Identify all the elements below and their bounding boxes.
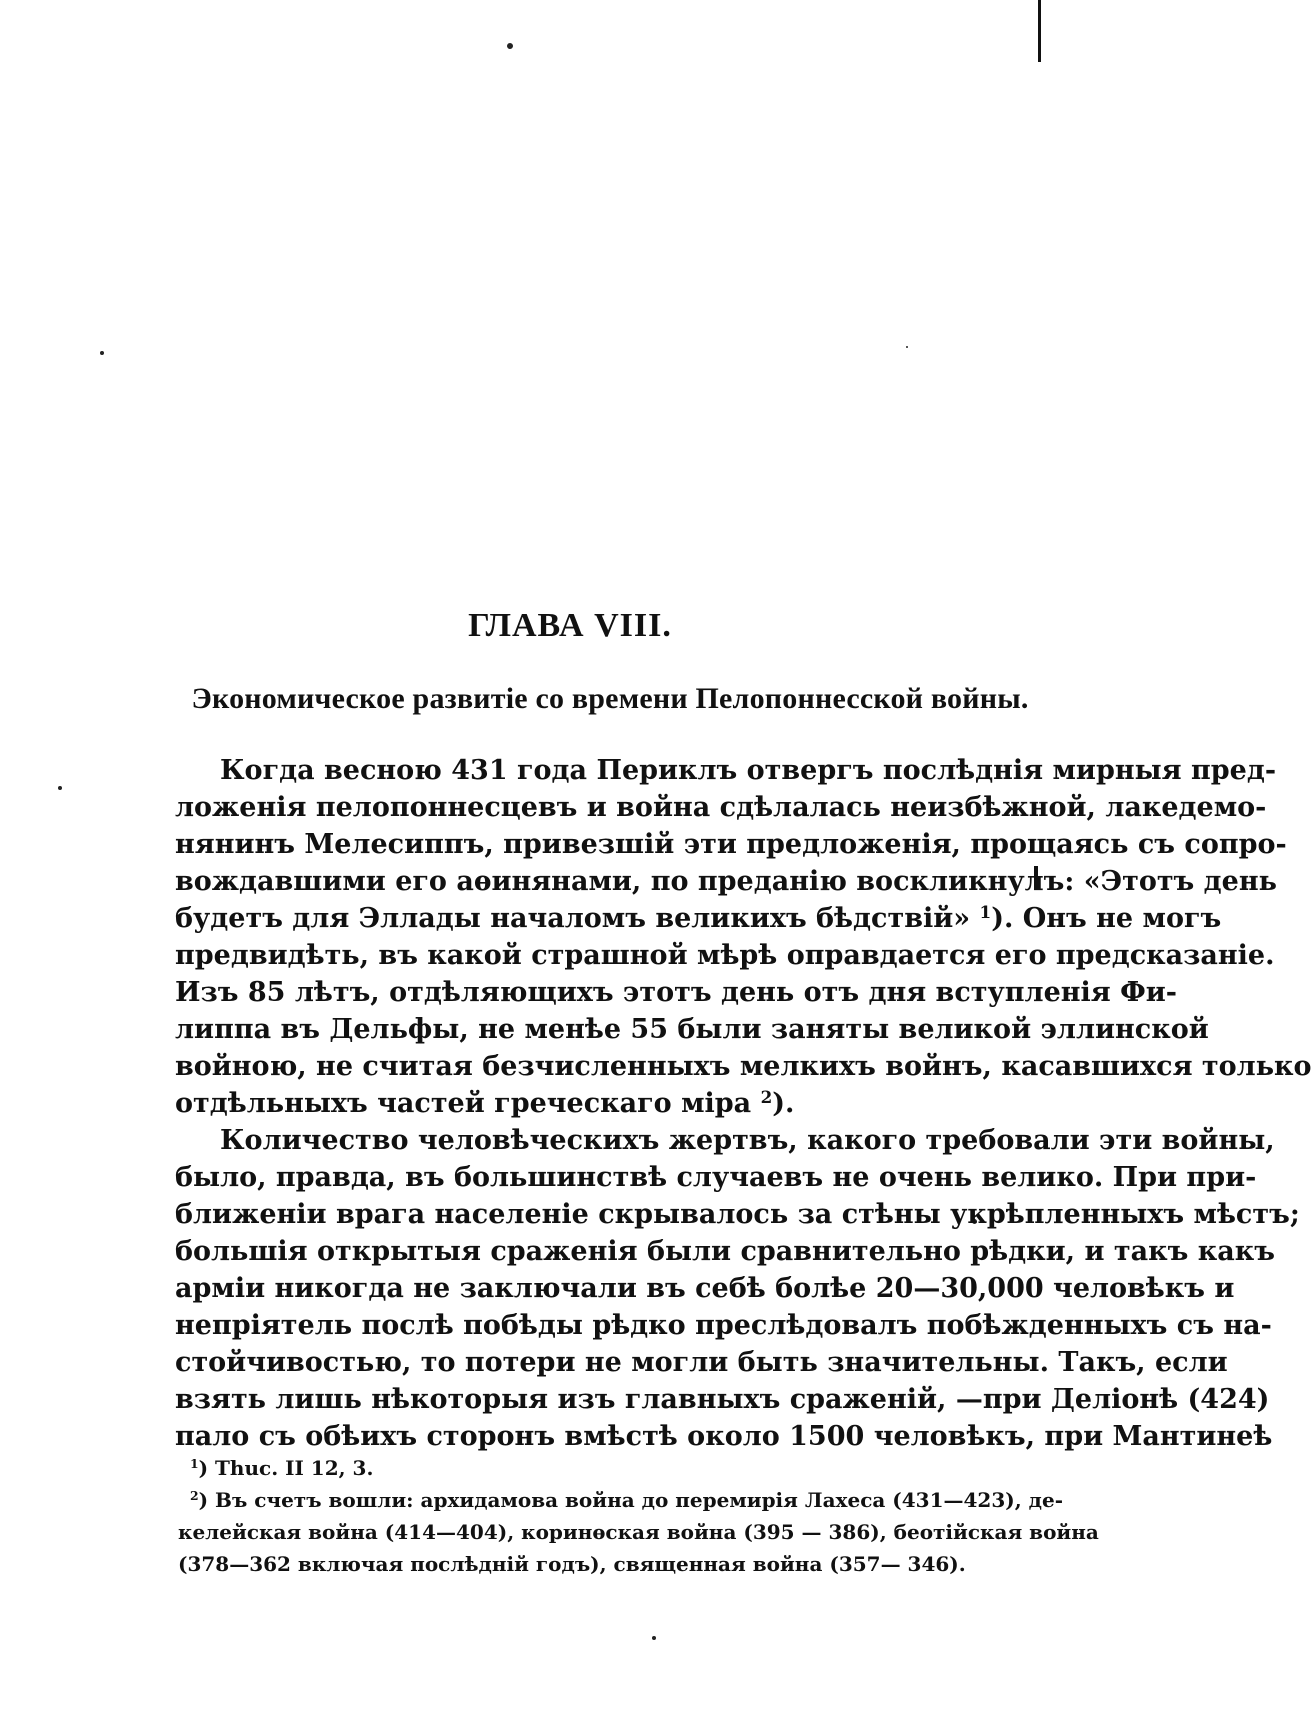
footnote-text: ) Thuc. II 12, 3. <box>198 1456 374 1480</box>
footnote-marker: 1 <box>190 1456 199 1472</box>
scan-speck <box>58 786 62 790</box>
text-line: войною, не считая безчисленныхъ мелкихъ войнъ, касавшихся только <box>175 1051 1312 1082</box>
scan-speck <box>652 1636 656 1640</box>
footnotes <box>178 1452 1099 1580</box>
text-line: Количество человѣческихъ жертвъ, какого требовали эти войны, <box>220 1125 1275 1156</box>
text-line: взять лишь нѣкоторыя изъ главныхъ сраженій, —при Деліонѣ (424) <box>175 1384 1270 1415</box>
footnote-ref[interactable]: 2 <box>760 1086 773 1107</box>
chapter-heading: ГЛАВА VIII. <box>468 607 672 644</box>
text-line: ближеніи врага населеніе скрывалось за стѣны укрѣпленныхъ мѣстъ; <box>175 1199 1300 1230</box>
text-line: арміи никогда не заключали въ себѣ болѣе 20—30,000 человѣкъ и <box>175 1273 1235 1304</box>
text-line <box>175 900 1222 937</box>
footnote-ref[interactable]: 1 <box>979 901 992 922</box>
text-line <box>175 1085 1042 1122</box>
text-line: пало съ обѣихъ сторонъ вмѣстѣ около 1500 человѣкъ, при Мантинеѣ <box>175 1421 1273 1452</box>
text-fragment: будетъ для Эллады началомъ великихъ бѣдствій» <box>175 903 971 934</box>
text-line: ложенія пелопоннесцевъ и война сдѣлалась неизбѣжной, лакедемо- <box>175 792 1267 823</box>
footnote-line: (378—362 включая послѣдній годъ), священная война (357— 346). <box>178 1552 966 1576</box>
scan-speck <box>906 346 908 348</box>
text-line: большія открытыя сраженія были сравнительно рѣдки, и такъ какъ <box>175 1236 1275 1267</box>
scan-speck <box>100 351 104 355</box>
scan-speck <box>507 43 513 49</box>
footnote-2 <box>178 1484 1063 1516</box>
text-line: вождавшими его аѳинянами, по преданію воскликнулъ: «Этотъ день <box>175 866 1277 897</box>
page-edge-mark <box>1038 0 1041 62</box>
text-line: предвидѣть, въ какой страшной мѣрѣ оправдается его предсказаніе. <box>175 940 1275 971</box>
text-fragment: отдѣльныхъ частей греческаго міра <box>175 1088 752 1119</box>
footnote-line: келейская война (414—404), коринѳская война (395 — 386), беотійская война <box>178 1520 1099 1544</box>
text-line: стойчивостью, то потери не могли быть значительны. Такъ, если <box>175 1347 1228 1378</box>
main-text <box>175 752 1312 1455</box>
footnote-1 <box>178 1452 1044 1484</box>
text-fragment: ). <box>772 1088 795 1119</box>
text-line: нянинъ Мелесиппъ, привезшій эти предложенія, прощаясь съ сопро- <box>175 829 1287 860</box>
text-line: Изъ 85 лѣтъ, отдѣляющихъ этотъ день отъ дня вступленія Фи- <box>175 977 1177 1008</box>
footnote-text: ) Въ счетъ вошли: архидамова война до перемирія Лахеса (431—423), де- <box>198 1488 1063 1512</box>
text-line: Когда весною 431 года Периклъ отвергъ послѣднія мирныя пред- <box>220 755 1277 786</box>
text-line: было, правда, въ большинствѣ случаевъ не очень велико. При при- <box>175 1162 1257 1193</box>
text-line: непріятель послѣ побѣды рѣдко преслѣдовалъ побѣжденныхъ съ на- <box>175 1310 1272 1341</box>
footnote-marker: 2 <box>190 1488 199 1504</box>
text-line: липпа въ Дельфы, не менѣе 55 были заняты великой эллинской <box>175 1014 1209 1045</box>
chapter-subtitle: Экономическое развитіе со времени Пелопоннесской войны. <box>191 682 1029 715</box>
text-fragment: ). Онъ не могъ <box>991 903 1222 934</box>
